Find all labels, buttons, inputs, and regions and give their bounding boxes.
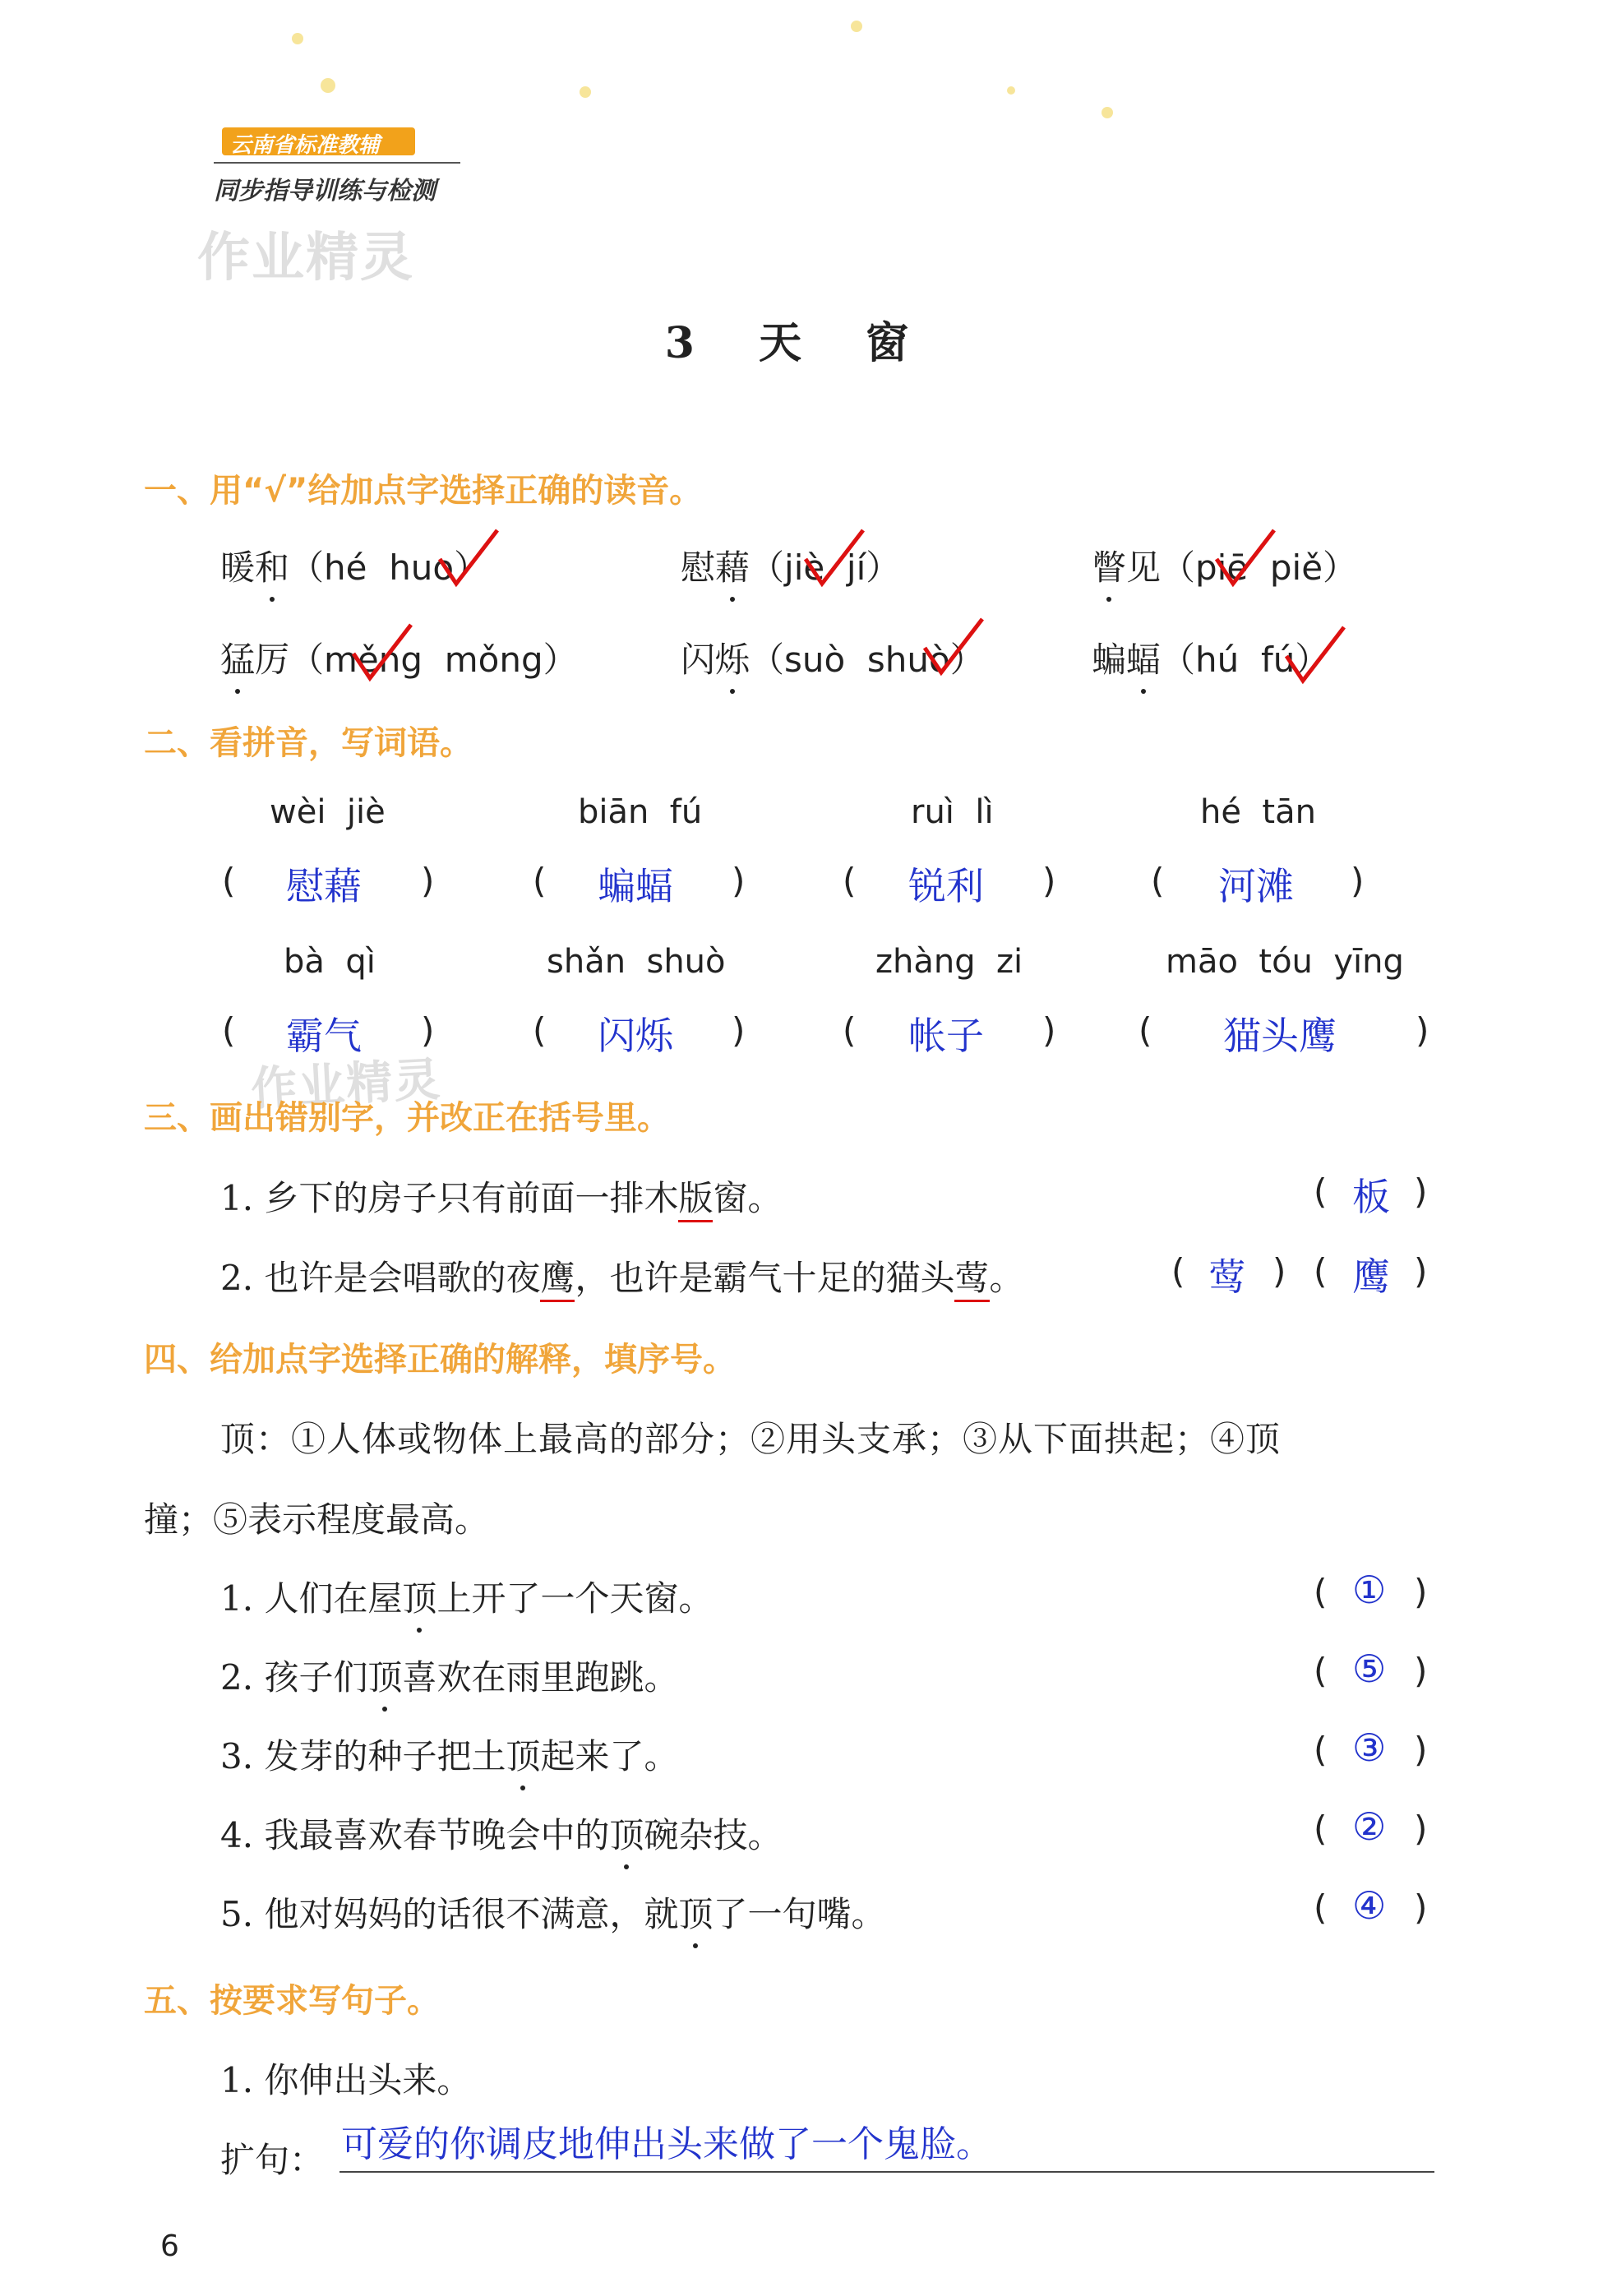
checkmark-icon: [801, 526, 867, 592]
paren-close: ): [1414, 1887, 1428, 1928]
watermark: 作业精灵: [249, 1052, 443, 1117]
checkmark-icon: [1212, 526, 1278, 592]
paren-close: ): [421, 861, 435, 901]
paren-close: ): [732, 861, 746, 901]
checkmark-icon: [921, 615, 986, 681]
written-answer: 锐利: [908, 864, 984, 908]
paren-close: ): [1416, 1010, 1429, 1051]
paren-open: (: [1314, 1730, 1328, 1770]
answer-line: [339, 2171, 1434, 2173]
watermark: 作业精灵: [197, 228, 414, 289]
pinyin: shǎn shuò: [547, 943, 726, 981]
paren-open: (: [533, 861, 547, 901]
paren-open: (: [843, 861, 857, 901]
paren-open: (: [1314, 1251, 1328, 1291]
written-answer: 霸气: [286, 1014, 362, 1058]
written-answer: 蝙蝠: [598, 864, 673, 908]
decor-dot: [321, 78, 335, 93]
paren-close: ): [1414, 1809, 1428, 1849]
meaning-answer: ②: [1352, 1804, 1387, 1849]
paren-close: ): [1042, 1010, 1056, 1051]
brand-sub: 同步指导训练与检测: [214, 177, 436, 206]
section-heading-2: 二、看拼音，写词语。: [144, 724, 473, 762]
paren-open: (: [1314, 1809, 1328, 1849]
paren-open: (: [1314, 1887, 1328, 1928]
meaning-question: 3. 发芽的种子把土顶起来了。: [220, 1730, 678, 1779]
pinyin: bà qì: [284, 943, 376, 981]
paren-open: (: [1138, 1010, 1152, 1051]
paren-close: ): [1414, 1171, 1428, 1212]
pinyin: wèi jiè: [270, 793, 386, 831]
pinyin: ruì lì: [911, 793, 994, 831]
decor-dot: [1007, 86, 1015, 95]
decor-dot: [1102, 107, 1113, 118]
paren-close: ): [1414, 1730, 1428, 1770]
expanded-sentence: 可爱的你调皮地伸出头来做了一个鬼脸。: [341, 2123, 992, 2165]
paren-open: (: [1314, 1171, 1328, 1212]
section-heading-5: 五、按要求写句子。: [144, 1982, 440, 2020]
written-answer: 帐子: [908, 1014, 984, 1058]
page-title: 3 天 窗: [664, 318, 934, 368]
pronunciation-item: 闪烁（suò shuò）: [681, 633, 985, 682]
pinyin: māo tóu yīng: [1166, 943, 1404, 981]
sentence-question: 1. 你伸出头来。: [220, 2060, 472, 2100]
paren-close: ): [1351, 861, 1365, 901]
written-answer: 闪烁: [598, 1014, 673, 1058]
paren-open: (: [843, 1010, 857, 1051]
definition-text: 撞；⑤表示程度最高。: [144, 1499, 490, 1540]
paren-open: (: [222, 1010, 236, 1051]
definition-text: 顶：①人体或物体上最高的部分；②用头支承；③从下面拱起；④顶: [220, 1419, 1282, 1459]
meaning-answer: ⑤: [1352, 1647, 1387, 1691]
written-answer: 河滩: [1218, 864, 1294, 908]
correction-answer: 莺: [1208, 1254, 1246, 1299]
written-answer: 慰藉: [286, 864, 362, 908]
wrong-char: 版: [678, 1178, 713, 1222]
wrong-char: 鹰: [540, 1258, 575, 1302]
meaning-answer: ①: [1352, 1568, 1387, 1612]
expand-label: 扩句：: [220, 2140, 325, 2180]
paren-close: ): [1414, 1651, 1428, 1691]
section-heading-1: 一、用“√”给加点字选择正确的读音。: [144, 472, 703, 510]
wrong-char: 莺: [954, 1258, 989, 1302]
checkmark-icon: [1282, 623, 1348, 689]
paren-close: ): [1414, 1251, 1428, 1291]
paren-open: (: [1314, 1651, 1328, 1691]
question-number: 2.: [220, 1258, 254, 1298]
meaning-question: 1. 人们在屋顶上开了一个天窗。: [220, 1572, 713, 1621]
paren-open: (: [1314, 1572, 1328, 1612]
correction-answer: 板: [1352, 1175, 1390, 1219]
paren-close: ): [1414, 1572, 1428, 1612]
written-answer: 猫头鹰: [1223, 1014, 1337, 1058]
question-number: 1.: [220, 1178, 254, 1218]
paren-close: ): [1272, 1251, 1286, 1291]
paren-open: (: [1151, 861, 1165, 901]
pinyin: zhàng zi: [875, 943, 1023, 981]
correction-answer: 鹰: [1352, 1254, 1390, 1299]
paren-close: ): [732, 1010, 746, 1051]
paren-close: ): [421, 1010, 435, 1051]
paren-open: (: [222, 861, 236, 901]
pronunciation-item: 暖和（hé huo）: [220, 541, 488, 590]
paren-close: ): [1042, 861, 1056, 901]
pronunciation-item: 瞥见（piē piě）: [1092, 541, 1357, 590]
correction-question-2: 2. 也许是会唱歌的夜鹰，也许是霸气十足的猫头莺。: [220, 1251, 1024, 1300]
paren-open: (: [1171, 1251, 1185, 1291]
meaning-question: 4. 我最喜欢春节晚会中的顶碗杂技。: [220, 1809, 782, 1858]
brand-top: 云南省标准教辅: [230, 133, 381, 158]
meaning-answer: ③: [1352, 1725, 1387, 1770]
checkmark-icon: [436, 526, 501, 592]
paren-open: (: [533, 1010, 547, 1051]
checkmark-icon: [349, 621, 415, 686]
pinyin: hé tān: [1200, 793, 1316, 831]
pronunciation-item: 猛厉（měng mǒng）: [220, 633, 578, 682]
decor-dot: [851, 21, 862, 32]
brand-divider: [214, 162, 460, 164]
decor-dot: [292, 33, 303, 44]
page-number: 6: [160, 2229, 179, 2263]
pinyin: biān fú: [578, 793, 703, 831]
section-heading-4: 四、给加点字选择正确的解释，填序号。: [144, 1341, 736, 1379]
meaning-question: 5. 他对妈妈的话很不满意，就顶了一句嘴。: [220, 1887, 885, 1937]
meaning-question: 2. 孩子们顶喜欢在雨里跑跳。: [220, 1651, 678, 1700]
decor-dot: [580, 86, 591, 98]
section-heading-3: 三、画出错别字，并改正在括号里。: [144, 1099, 670, 1137]
meaning-answer: ④: [1352, 1883, 1387, 1928]
pronunciation-item: 蝙蝠（hú fú）: [1092, 633, 1329, 682]
pronunciation-item: 慰藉（jiè jí）: [681, 541, 900, 590]
correction-question-1: 1. 乡下的房子只有前面一排木版窗。: [220, 1171, 782, 1221]
